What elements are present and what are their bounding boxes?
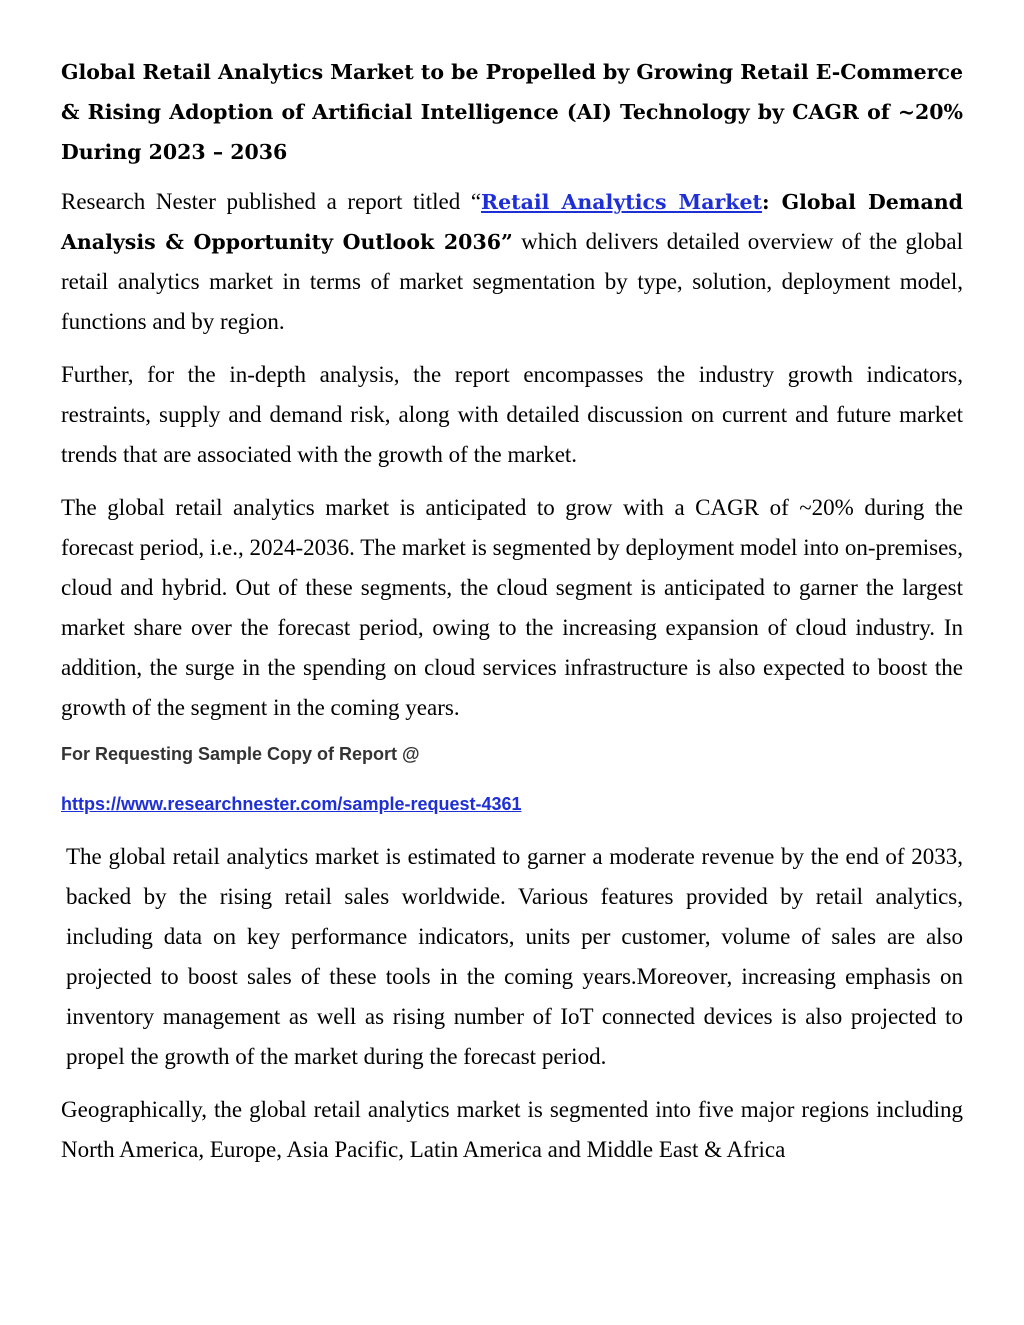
geography-paragraph: Geographically, the global retail analytics market is segmented into five major regions including North America, Europe, Asia Pacific, Latin America and Middle East & Africa (61, 1097, 963, 1162)
market-growth-paragraph: The global retail analytics market is anticipated to grow with a CAGR of ~20% during the forecast period, i.e., 2024-2036. The market is segmented by deployment model into on-premises, cloud and hybrid. Out of these segments, the cloud segment is anticipated to garner the largest market share over the forecast period, owing to the increasing expansion of cloud industry. In addition, the surge in the spending on cloud services infrastructure is also expected to boost the growth of the segment in the coming years. (61, 495, 963, 720)
sample-request-label: For Requesting Sample Copy of Report @ (61, 744, 420, 764)
intro-text-cont: which delivers detailed overview of the global retail analytics market in terms of market segmentation by type, solution, deployment model, functions and by region. (61, 229, 963, 334)
retail-analytics-market-link[interactable]: Retail Analytics Market (481, 190, 763, 214)
intro-text: Research Nester published a report titled “ (61, 189, 482, 214)
sample-request-link[interactable]: https://www.researchnester.com/sample-request-4361 (61, 794, 522, 814)
intro-paragraph (61, 182, 963, 342)
sample-request-link-row (61, 791, 963, 817)
analysis-paragraph: Further, for the in-depth analysis, the report encompasses the industry growth indicators, restraints, supply and demand risk, along with detailed discussion on current and future market trends that are associated with the growth of the market. (61, 362, 963, 467)
article-title: Global Retail Analytics Market to be Propelled by Growing Retail E-Commerce & Rising Adoption of Artificial Intelligence (AI) Technology by CAGR of ~20% During 2023 – 2036 (61, 60, 964, 164)
report-title-text: : Global Demand Analysis & Opportunity Outlook 2036” (61, 190, 964, 254)
revenue-paragraph: The global retail analytics market is estimated to garner a moderate revenue by the end of 2033, backed by the rising retail sales worldwide. Various features provided by retail analytics, including data on key performance indicators, units per customer, volume of sales are also projected to boost sales of these tools in the coming years.Moreover, increasing emphasis on inventory management as well as rising number of IoT connected devices is also projected to propel the growth of the market during the forecast period. (66, 844, 963, 1069)
